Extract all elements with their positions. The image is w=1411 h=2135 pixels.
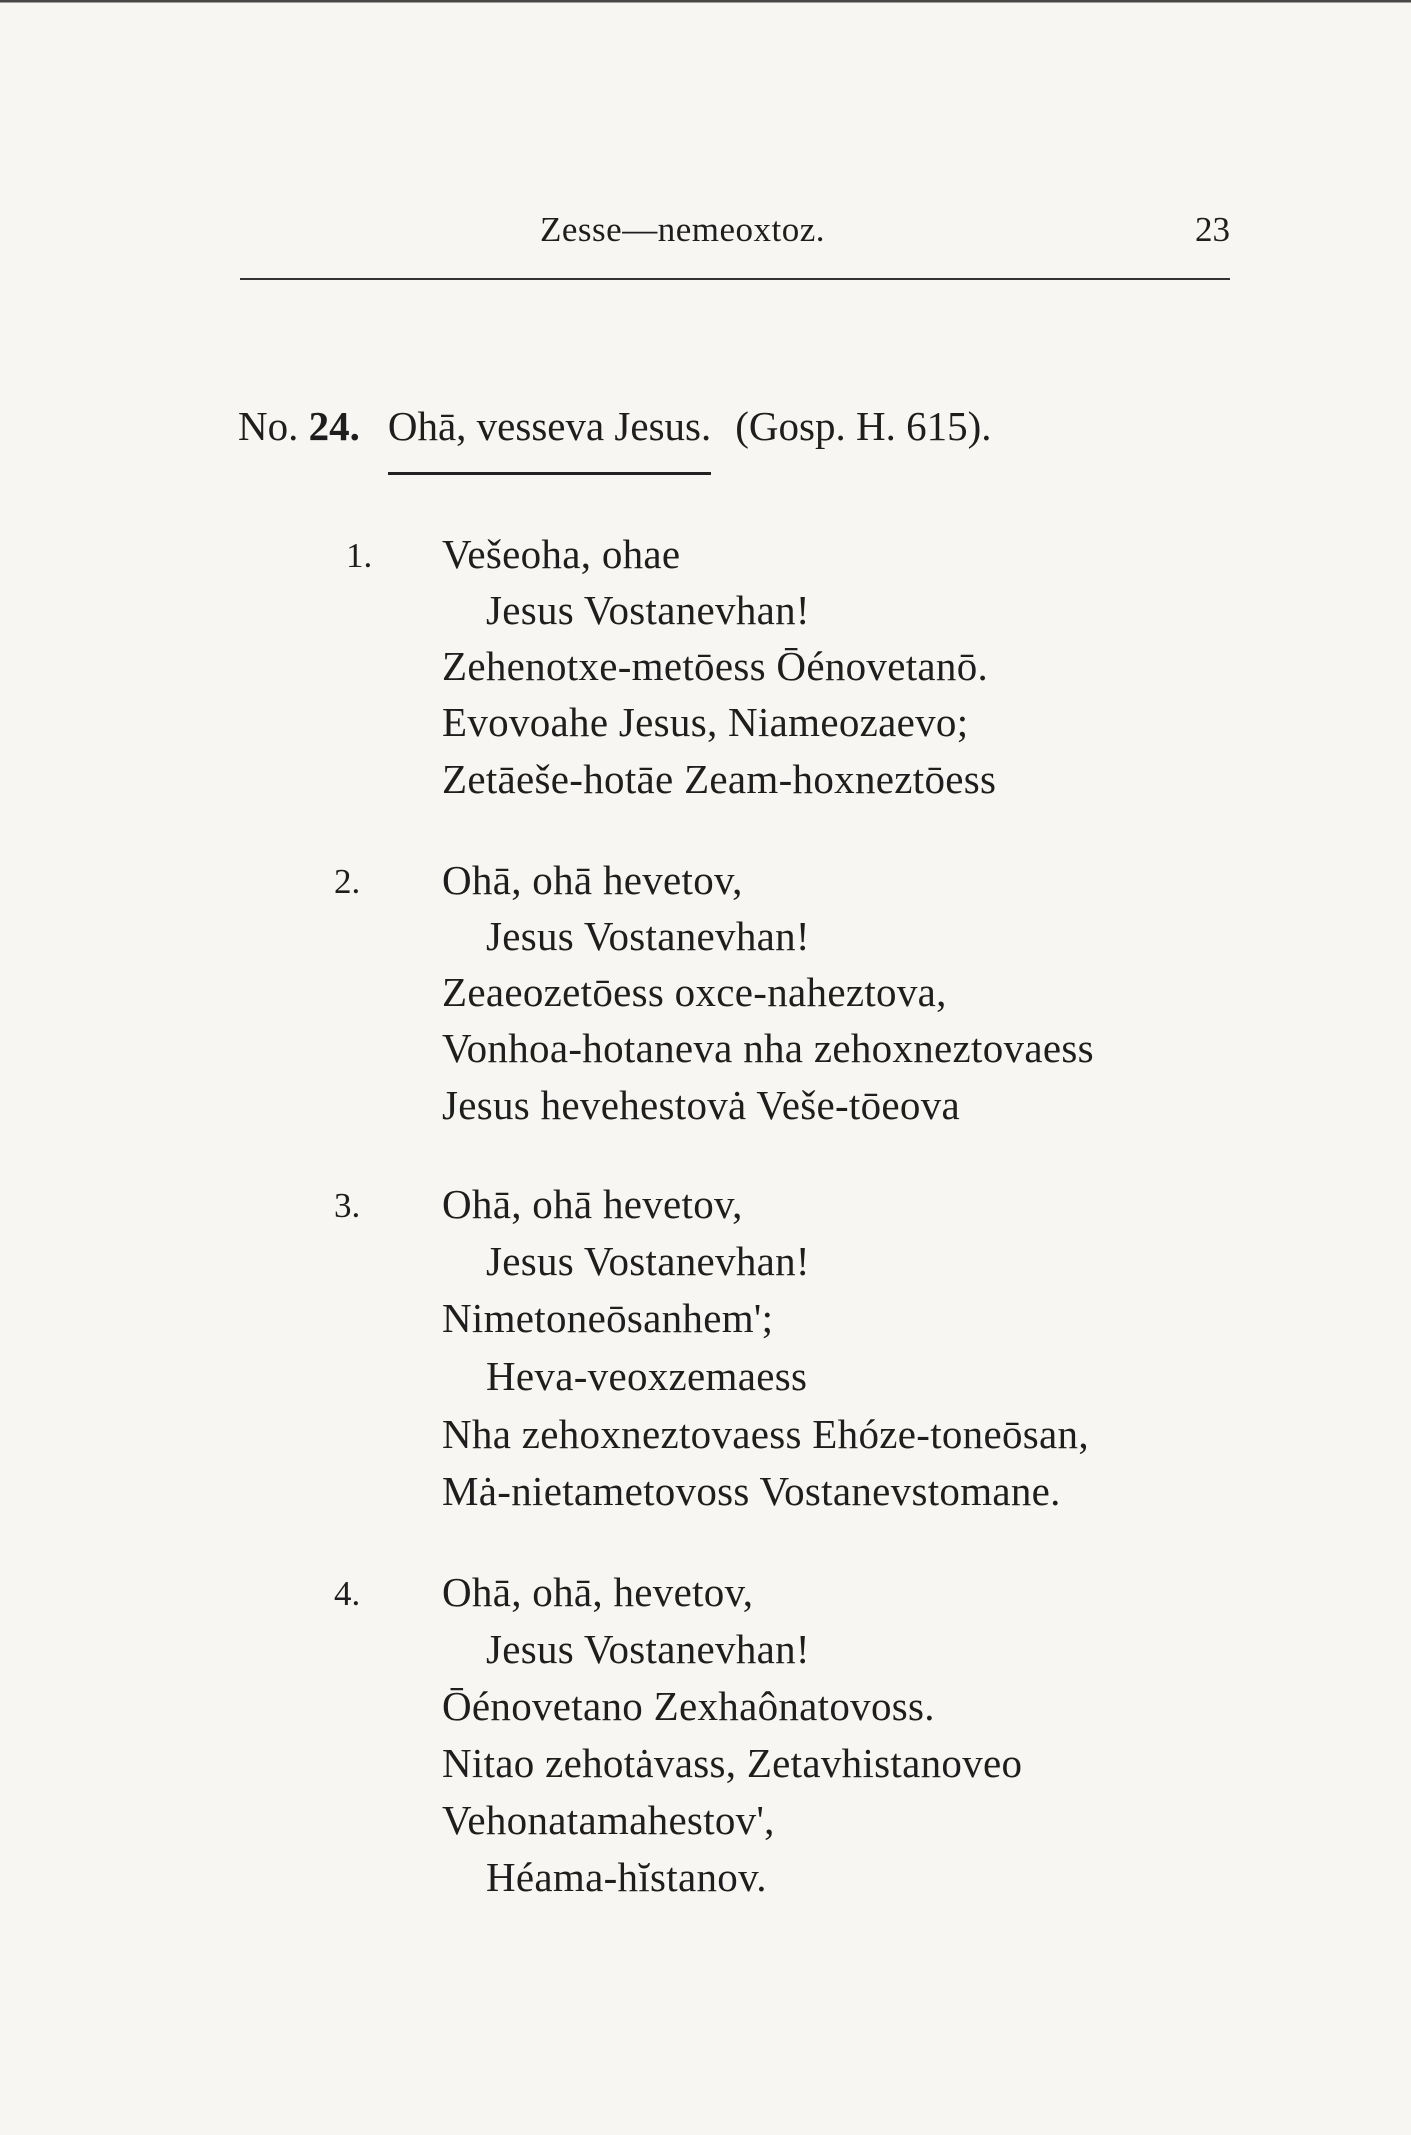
verse-line: Evovoahe Jesus, Niameozaevo; — [442, 699, 969, 745]
verse-line: Jesus Vostanevhan! — [486, 1626, 810, 1672]
verse-line: Vešeoha, ohae — [442, 531, 681, 577]
hymn-title: Ohā, vesseva Jesus. — [388, 402, 711, 475]
verse-line: Nimetoneōsanhem'; — [442, 1295, 774, 1341]
verse-line: Heva-veoxzemaess — [486, 1353, 808, 1399]
hymn-heading — [238, 402, 991, 475]
running-head — [240, 210, 1230, 258]
verse-number: 4. — [334, 1574, 361, 1613]
verse-line: Jesus Vostanevhan! — [486, 587, 810, 633]
verse-line: Vonhoa-hotaneva nha zehoxneztovaess — [442, 1025, 1094, 1071]
verse-line: Ōénovetano Zexhaônatovoss. — [442, 1683, 935, 1729]
hymn-number-label: No. — [238, 403, 299, 449]
verse-line: Jesus Vostanevhan! — [486, 913, 810, 959]
verse-line: Nha zehoxneztovaess Ehóze-toneōsan, — [442, 1411, 1089, 1457]
page-number: 23 — [1195, 210, 1230, 249]
verse-line: Jesus Vostanevhan! — [486, 1238, 810, 1284]
verse-line: Héama-hĭstanov. — [486, 1854, 767, 1900]
running-head-title: Zesse—nemeoxtoz. — [540, 210, 825, 249]
verse-number: 1. — [346, 536, 373, 575]
verse-line: Jesus hevehestovȧ Veše-tōeova — [442, 1082, 961, 1128]
verse-number: 3. — [334, 1186, 361, 1225]
verse-line: Vehonatamahestov', — [442, 1797, 775, 1843]
hymn-reference: (Gosp. H. 615). — [735, 403, 992, 449]
page-top-edge — [0, 0, 1411, 10]
hymn-number-wrapper — [238, 403, 360, 449]
verse-line: Ohā, ohā, hevetov, — [442, 1569, 754, 1615]
verse-line: Zeaeozetōess oxce-naheztova, — [442, 969, 947, 1015]
verse-line: Mȧ-nietametovoss Vostanevstomane. — [442, 1468, 1061, 1514]
verse-line: Ohā, ohā hevetov, — [442, 857, 743, 903]
hymn-number: 24. — [308, 403, 360, 449]
verse-number: 2. — [334, 862, 361, 901]
header-rule — [240, 278, 1230, 280]
verse-line: Zehenotxe-metōess Ōénovetanō. — [442, 643, 989, 689]
verse-line: Zetāeše-hotāe Zeam-hoxneztōess — [442, 756, 997, 802]
verse-line: Ohā, ohā hevetov, — [442, 1181, 743, 1227]
verse-line: Nitao zehotȧvass, Zetavhistanoveo — [442, 1740, 1023, 1786]
